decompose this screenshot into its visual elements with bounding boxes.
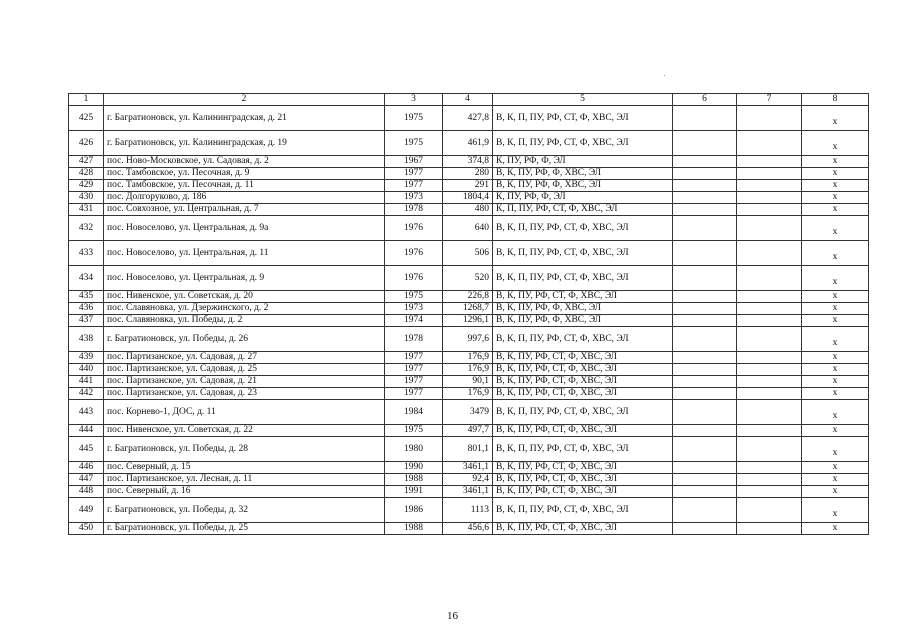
works-cell: В, К, П, ПУ, РФ, СТ, Ф, ХВС, ЭЛ xyxy=(493,131,673,156)
col6-cell xyxy=(673,168,737,180)
area-cell: 461,9 xyxy=(443,131,493,156)
row-number: 446 xyxy=(69,462,104,474)
col6-cell xyxy=(673,400,737,425)
col8-cell: х xyxy=(802,241,869,266)
table-row xyxy=(69,180,869,192)
row-number: 431 xyxy=(69,204,104,216)
area-cell: 3479 xyxy=(443,400,493,425)
table-row xyxy=(69,266,869,291)
col6-cell xyxy=(673,106,737,131)
works-cell: В, К, П, ПУ, РФ, СТ, Ф, ХВС, ЭЛ xyxy=(493,437,673,462)
year-cell: 1984 xyxy=(385,400,443,425)
row-number: 432 xyxy=(69,216,104,241)
col7-cell xyxy=(737,106,802,131)
table-row xyxy=(69,291,869,303)
col7-cell xyxy=(737,204,802,216)
col6-cell xyxy=(673,204,737,216)
col8-cell: х xyxy=(802,131,869,156)
address-cell: пос. Нивенское, ул. Советская, д. 22 xyxy=(104,425,385,437)
address-cell: пос. Корнево-1, ДОС, д. 11 xyxy=(104,400,385,425)
year-cell: 1977 xyxy=(385,352,443,364)
col7-cell xyxy=(737,180,802,192)
col8-cell: х xyxy=(802,192,869,204)
row-number: 436 xyxy=(69,303,104,315)
address-cell: г. Багратионовск, ул. Победы, д. 25 xyxy=(104,523,385,535)
address-cell: пос. Новоселово, ул. Центральная, д. 9 xyxy=(104,266,385,291)
page-number: 16 xyxy=(447,610,458,622)
housing-table xyxy=(68,93,869,535)
works-cell: К, ПУ, РФ, Ф, ЭЛ xyxy=(493,192,673,204)
area-cell: 520 xyxy=(443,266,493,291)
table-row xyxy=(69,303,869,315)
col7-cell xyxy=(737,523,802,535)
col7-cell xyxy=(737,303,802,315)
column-header-1: 1 xyxy=(69,94,104,106)
works-cell: В, К, П, ПУ, РФ, СТ, Ф, ХВС, ЭЛ xyxy=(493,266,673,291)
year-cell: 1991 xyxy=(385,486,443,498)
col8-cell: х xyxy=(802,388,869,400)
col8-cell: х xyxy=(802,156,869,168)
year-cell: 1976 xyxy=(385,241,443,266)
address-cell: пос. Нивенское, ул. Советская, д. 20 xyxy=(104,291,385,303)
row-number: 443 xyxy=(69,400,104,425)
address-cell: г. Багратионовск, ул. Калининградская, д. 21 xyxy=(104,106,385,131)
col7-cell xyxy=(737,156,802,168)
row-number: 425 xyxy=(69,106,104,131)
row-number: 435 xyxy=(69,291,104,303)
col7-cell xyxy=(737,216,802,241)
year-cell: 1977 xyxy=(385,180,443,192)
address-cell: пос. Славяновка, ул. Победы, д. 2 xyxy=(104,315,385,327)
row-number: 426 xyxy=(69,131,104,156)
col8-cell: х xyxy=(802,204,869,216)
address-cell: пос. Северный, д. 15 xyxy=(104,462,385,474)
col8-cell: х xyxy=(802,437,869,462)
area-cell: 801,1 xyxy=(443,437,493,462)
area-cell: 176,9 xyxy=(443,388,493,400)
address-cell: пос. Новоселово, ул. Центральная, д. 9а xyxy=(104,216,385,241)
col6-cell xyxy=(673,192,737,204)
col7-cell xyxy=(737,266,802,291)
col6-cell xyxy=(673,523,737,535)
col7-cell xyxy=(737,168,802,180)
row-number: 441 xyxy=(69,376,104,388)
col6-cell xyxy=(673,303,737,315)
col6-cell xyxy=(673,437,737,462)
works-cell: В, К, П, ПУ, РФ, СТ, Ф, ХВС, ЭЛ xyxy=(493,241,673,266)
row-number: 449 xyxy=(69,498,104,523)
row-number: 444 xyxy=(69,425,104,437)
year-cell: 1973 xyxy=(385,303,443,315)
col8-cell: х xyxy=(802,106,869,131)
area-cell: 176,9 xyxy=(443,352,493,364)
col6-cell xyxy=(673,315,737,327)
col7-cell xyxy=(737,241,802,266)
col6-cell xyxy=(673,376,737,388)
row-number: 442 xyxy=(69,388,104,400)
address-cell: г. Багратионовск, ул. Калининградская, д. 19 xyxy=(104,131,385,156)
col6-cell xyxy=(673,156,737,168)
works-cell: В, К, П, ПУ, РФ, СТ, Ф, ХВС, ЭЛ xyxy=(493,106,673,131)
row-number: 429 xyxy=(69,180,104,192)
col8-cell: х xyxy=(802,498,869,523)
area-cell: 1296,1 xyxy=(443,315,493,327)
table-body xyxy=(69,94,869,535)
year-cell: 1978 xyxy=(385,327,443,352)
area-cell: 640 xyxy=(443,216,493,241)
col6-cell xyxy=(673,241,737,266)
area-cell: 176,9 xyxy=(443,364,493,376)
area-cell: 374,8 xyxy=(443,156,493,168)
works-cell: В, К, ПУ, РФ, СТ, Ф, ХВС, ЭЛ xyxy=(493,388,673,400)
year-cell: 1974 xyxy=(385,315,443,327)
address-cell: пос. Ново-Московское, ул. Садовая, д. 2 xyxy=(104,156,385,168)
table-row xyxy=(69,498,869,523)
row-number: 448 xyxy=(69,486,104,498)
address-cell: пос. Партизанское, ул. Садовая, д. 25 xyxy=(104,364,385,376)
table-row xyxy=(69,106,869,131)
area-cell: 280 xyxy=(443,168,493,180)
year-cell: 1978 xyxy=(385,204,443,216)
year-cell: 1980 xyxy=(385,437,443,462)
col8-cell: х xyxy=(802,523,869,535)
works-cell: В, К, ПУ, РФ, Ф, ХВС, ЭЛ xyxy=(493,180,673,192)
col8-cell: х xyxy=(802,266,869,291)
row-number: 450 xyxy=(69,523,104,535)
works-cell: В, К, П, ПУ, РФ, СТ, Ф, ХВС, ЭЛ xyxy=(493,327,673,352)
header-row xyxy=(69,94,869,106)
year-cell: 1977 xyxy=(385,364,443,376)
table-row xyxy=(69,168,869,180)
col7-cell xyxy=(737,192,802,204)
column-header-8: 8 xyxy=(802,94,869,106)
year-cell: 1988 xyxy=(385,474,443,486)
table-row xyxy=(69,204,869,216)
area-cell: 997,6 xyxy=(443,327,493,352)
year-cell: 1990 xyxy=(385,462,443,474)
works-cell: К, П, ПУ, РФ, СТ, Ф, ХВС, ЭЛ xyxy=(493,204,673,216)
col6-cell xyxy=(673,131,737,156)
scan-speck xyxy=(664,75,665,76)
works-cell: К, ПУ, РФ, Ф, ЭЛ xyxy=(493,156,673,168)
address-cell: пос. Партизанское, ул. Садовая, д. 23 xyxy=(104,388,385,400)
col7-cell xyxy=(737,352,802,364)
works-cell: В, К, ПУ, РФ, СТ, Ф, ХВС, ЭЛ xyxy=(493,474,673,486)
year-cell: 1977 xyxy=(385,388,443,400)
col8-cell: х xyxy=(802,486,869,498)
col6-cell xyxy=(673,352,737,364)
column-header-4: 4 xyxy=(443,94,493,106)
row-number: 447 xyxy=(69,474,104,486)
col7-cell xyxy=(737,437,802,462)
row-number: 427 xyxy=(69,156,104,168)
address-cell: г. Багратионовск, ул. Победы, д. 26 xyxy=(104,327,385,352)
table-row xyxy=(69,425,869,437)
col8-cell: х xyxy=(802,474,869,486)
col6-cell xyxy=(673,180,737,192)
address-cell: пос. Новоселово, ул. Центральная, д. 11 xyxy=(104,241,385,266)
table-row xyxy=(69,474,869,486)
col7-cell xyxy=(737,388,802,400)
works-cell: В, К, ПУ, РФ, СТ, Ф, ХВС, ЭЛ xyxy=(493,425,673,437)
table-row xyxy=(69,388,869,400)
table-row xyxy=(69,156,869,168)
table-row xyxy=(69,400,869,425)
works-cell: В, К, ПУ, РФ, СТ, Ф, ХВС, ЭЛ xyxy=(493,376,673,388)
area-cell: 226,8 xyxy=(443,291,493,303)
col8-cell: х xyxy=(802,216,869,241)
year-cell: 1977 xyxy=(385,376,443,388)
col8-cell: х xyxy=(802,168,869,180)
col8-cell: х xyxy=(802,400,869,425)
area-cell: 497,7 xyxy=(443,425,493,437)
works-cell: В, К, ПУ, РФ, Ф, ХВС, ЭЛ xyxy=(493,315,673,327)
area-cell: 3461,1 xyxy=(443,462,493,474)
row-number: 439 xyxy=(69,352,104,364)
col6-cell xyxy=(673,291,737,303)
works-cell: В, К, ПУ, РФ, СТ, Ф, ХВС, ЭЛ xyxy=(493,462,673,474)
works-cell: В, К, ПУ, РФ, СТ, Ф, ХВС, ЭЛ xyxy=(493,291,673,303)
col6-cell xyxy=(673,462,737,474)
year-cell: 1977 xyxy=(385,168,443,180)
col8-cell: х xyxy=(802,425,869,437)
table-row xyxy=(69,327,869,352)
address-cell: пос. Долгоруково, д. 186 xyxy=(104,192,385,204)
works-cell: В, К, П, ПУ, РФ, СТ, Ф, ХВС, ЭЛ xyxy=(493,498,673,523)
col7-cell xyxy=(737,474,802,486)
col7-cell xyxy=(737,131,802,156)
area-cell: 1804,4 xyxy=(443,192,493,204)
row-number: 440 xyxy=(69,364,104,376)
table-row xyxy=(69,216,869,241)
col7-cell xyxy=(737,400,802,425)
col6-cell xyxy=(673,364,737,376)
table-row xyxy=(69,364,869,376)
year-cell: 1986 xyxy=(385,498,443,523)
year-cell: 1976 xyxy=(385,266,443,291)
col6-cell xyxy=(673,216,737,241)
col6-cell xyxy=(673,266,737,291)
row-number: 428 xyxy=(69,168,104,180)
col7-cell xyxy=(737,364,802,376)
area-cell: 3461,1 xyxy=(443,486,493,498)
table-row xyxy=(69,376,869,388)
col8-cell: х xyxy=(802,364,869,376)
area-cell: 291 xyxy=(443,180,493,192)
col6-cell xyxy=(673,388,737,400)
row-number: 433 xyxy=(69,241,104,266)
area-cell: 427,8 xyxy=(443,106,493,131)
address-cell: пос. Совхозное, ул. Центральная, д. 7 xyxy=(104,204,385,216)
col6-cell xyxy=(673,474,737,486)
area-cell: 480 xyxy=(443,204,493,216)
address-cell: пос. Славяновка, ул. Дзержинского, д. 2 xyxy=(104,303,385,315)
area-cell: 90,1 xyxy=(443,376,493,388)
col6-cell xyxy=(673,425,737,437)
area-cell: 1268,7 xyxy=(443,303,493,315)
row-number: 434 xyxy=(69,266,104,291)
address-cell: пос. Северный, д. 16 xyxy=(104,486,385,498)
col7-cell xyxy=(737,462,802,474)
row-number: 430 xyxy=(69,192,104,204)
table-row xyxy=(69,437,869,462)
area-cell: 456,6 xyxy=(443,523,493,535)
area-cell: 1113 xyxy=(443,498,493,523)
address-cell: пос. Партизанское, ул. Садовая, д. 27 xyxy=(104,352,385,364)
col8-cell: х xyxy=(802,303,869,315)
address-cell: пос. Партизанское, ул. Садовая, д. 21 xyxy=(104,376,385,388)
col8-cell: х xyxy=(802,180,869,192)
address-cell: пос. Партизанское, ул. Лесная, д. 11 xyxy=(104,474,385,486)
year-cell: 1976 xyxy=(385,216,443,241)
col7-cell xyxy=(737,315,802,327)
col8-cell: х xyxy=(802,327,869,352)
works-cell: В, К, ПУ, РФ, СТ, Ф, ХВС, ЭЛ xyxy=(493,523,673,535)
area-cell: 506 xyxy=(443,241,493,266)
works-cell: В, К, ПУ, РФ, СТ, Ф, ХВС, ЭЛ xyxy=(493,352,673,364)
works-cell: В, К, П, ПУ, РФ, СТ, Ф, ХВС, ЭЛ xyxy=(493,216,673,241)
col7-cell xyxy=(737,425,802,437)
column-header-7: 7 xyxy=(737,94,802,106)
works-cell: В, К, ПУ, РФ, СТ, Ф, ХВС, ЭЛ xyxy=(493,364,673,376)
address-cell: г. Багратионовск, ул. Победы, д. 32 xyxy=(104,498,385,523)
year-cell: 1975 xyxy=(385,291,443,303)
address-cell: пос. Тамбовское, ул. Песочная, д. 11 xyxy=(104,180,385,192)
year-cell: 1975 xyxy=(385,106,443,131)
table-row xyxy=(69,192,869,204)
works-cell: В, К, ПУ, РФ, СТ, Ф, ХВС, ЭЛ xyxy=(493,486,673,498)
table-row xyxy=(69,241,869,266)
column-header-6: 6 xyxy=(673,94,737,106)
works-cell: В, К, ПУ, РФ, Ф, ХВС, ЭЛ xyxy=(493,168,673,180)
address-cell: г. Багратионовск, ул. Победы, д. 28 xyxy=(104,437,385,462)
col7-cell xyxy=(737,291,802,303)
table-row xyxy=(69,352,869,364)
year-cell: 1988 xyxy=(385,523,443,535)
table-row xyxy=(69,462,869,474)
year-cell: 1975 xyxy=(385,131,443,156)
col7-cell xyxy=(737,486,802,498)
year-cell: 1973 xyxy=(385,192,443,204)
row-number: 445 xyxy=(69,437,104,462)
col8-cell: х xyxy=(802,291,869,303)
table-row xyxy=(69,131,869,156)
col8-cell: х xyxy=(802,315,869,327)
column-header-2: 2 xyxy=(104,94,385,106)
col7-cell xyxy=(737,498,802,523)
table-row xyxy=(69,486,869,498)
col6-cell xyxy=(673,327,737,352)
col6-cell xyxy=(673,498,737,523)
col8-cell: х xyxy=(802,462,869,474)
col8-cell: х xyxy=(802,376,869,388)
works-cell: В, К, П, ПУ, РФ, СТ, Ф, ХВС, ЭЛ xyxy=(493,400,673,425)
col6-cell xyxy=(673,486,737,498)
row-number: 437 xyxy=(69,315,104,327)
row-number: 438 xyxy=(69,327,104,352)
column-header-3: 3 xyxy=(385,94,443,106)
col8-cell: х xyxy=(802,352,869,364)
address-cell: пос. Тамбовское, ул. Песочная, д. 9 xyxy=(104,168,385,180)
area-cell: 92,4 xyxy=(443,474,493,486)
year-cell: 1967 xyxy=(385,156,443,168)
table-row xyxy=(69,315,869,327)
column-header-5: 5 xyxy=(493,94,673,106)
table-row xyxy=(69,523,869,535)
year-cell: 1975 xyxy=(385,425,443,437)
col7-cell xyxy=(737,376,802,388)
col7-cell xyxy=(737,327,802,352)
works-cell: В, К, ПУ, РФ, Ф, ХВС, ЭЛ xyxy=(493,303,673,315)
